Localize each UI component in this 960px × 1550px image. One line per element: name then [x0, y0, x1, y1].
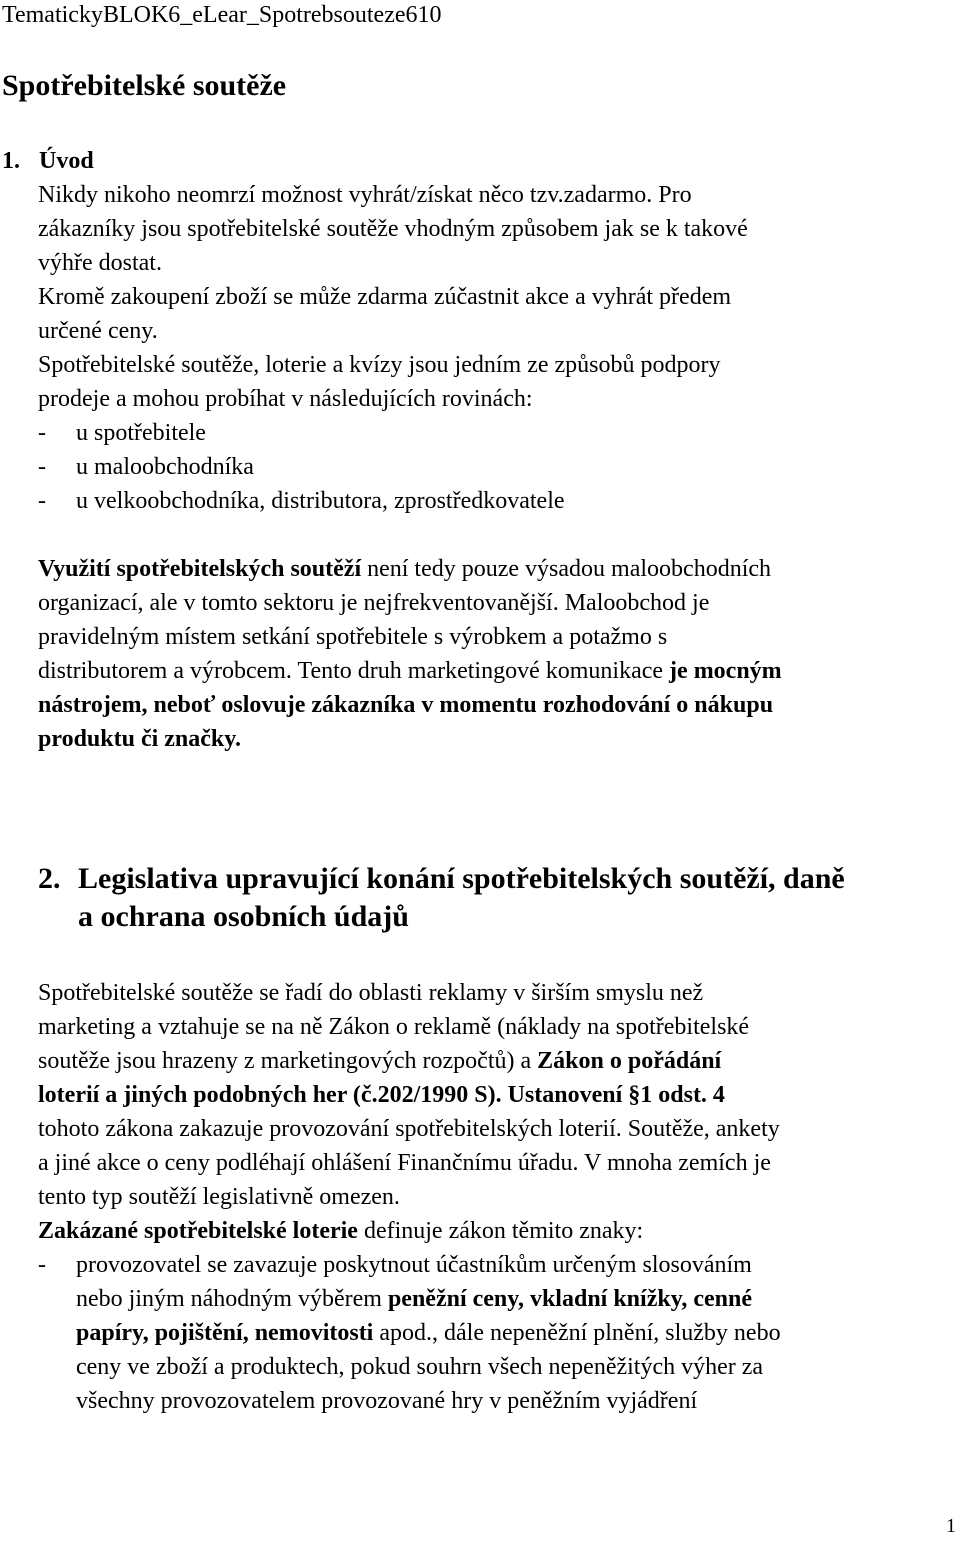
list-item-text: u spotřebitele	[76, 420, 206, 446]
list-dash: -	[38, 454, 46, 480]
text-line	[76, 1316, 781, 1350]
list-item-text: u velkoobchodníka, distributora, zprostředkovatele	[76, 488, 565, 514]
plain-text: nebo jiným náhodným výběrem	[76, 1286, 388, 1312]
text-line: pravidelným místem setkání spotřebitele s výrobkem a potažmo s	[38, 624, 668, 650]
page-title: Spotřebitelské soutěže	[2, 69, 287, 102]
text-line	[38, 552, 771, 586]
plain-text: definuje zákon těmito znaky:	[357, 1218, 644, 1244]
bold-text: produktu či značky.	[38, 726, 241, 752]
plain-text: apod., dále nepeněžní plnění, služby nebo	[373, 1320, 781, 1346]
text-line: marketing a vztahuje se na ně Zákon o reklamě (náklady na spotřebitelské	[38, 1014, 750, 1040]
text-line	[76, 1282, 752, 1316]
text-line: a jiné akce o ceny podléhají ohlášení Finančnímu úřadu. V mnoha zemích je	[38, 1150, 771, 1176]
text-line: výhře dostat.	[38, 250, 162, 276]
text-line: určené ceny.	[38, 318, 158, 344]
text-line	[38, 1214, 643, 1248]
text-line	[38, 654, 782, 688]
list-dash: -	[38, 1252, 46, 1278]
bold-text: loterií a jiných podobných her (č.202/1990 S). Ustanovení §1 odst. 4	[38, 1082, 725, 1108]
text-line: tento typ soutěží legislativně omezen.	[38, 1184, 400, 1210]
text-line: všechny provozovatelem provozované hry v peněžním vyjádření	[76, 1388, 698, 1414]
text-line: Spotřebitelské soutěže se řadí do oblasti reklamy v širším smyslu než	[38, 980, 704, 1006]
text-line: Spotřebitelské soutěže, loterie a kvízy jsou jedním ze způsobů podpory	[38, 352, 721, 378]
text-line: tohoto zákona zakazuje provozování spotřebitelských loterií. Soutěže, ankety	[38, 1116, 780, 1142]
text-line: ceny ve zboží a produktech, pokud souhrn všech nepeněžitých výher za	[76, 1354, 764, 1380]
bold-text: peněžní ceny, vkladní knížky, cenné	[387, 1286, 753, 1312]
list-item	[38, 416, 206, 450]
section-1-title: Úvod	[39, 148, 94, 174]
text-line: Nikdy nikoho neomrzí možnost vyhrát/získat něco tzv.zadarmo. Pro	[38, 182, 692, 208]
bold-text: Využití spotřebitelských soutěží	[38, 556, 362, 582]
document-header: TematickyBLOK6_eLear_Spotrebsouteze610	[2, 2, 442, 28]
bold-text: nástrojem, neboť oslovuje zákazníka v momentu rozhodování o nákupu	[38, 692, 774, 718]
list-item	[38, 484, 565, 518]
section-2-number: 2.	[38, 862, 61, 895]
section-1-heading	[2, 144, 94, 178]
bold-text: papíry, pojištění, nemovitosti	[76, 1320, 374, 1346]
list-item	[38, 450, 254, 484]
bold-text: Zakázané spotřebitelské loterie	[38, 1218, 358, 1244]
bold-text: Zákon o pořádání	[537, 1048, 722, 1074]
text-line	[38, 1078, 725, 1112]
list-dash: -	[38, 420, 46, 446]
list-item	[38, 1248, 752, 1282]
list-dash: -	[38, 488, 46, 514]
section-1-number: 1.	[2, 148, 20, 174]
text-line	[38, 1044, 721, 1078]
text-line	[38, 688, 773, 722]
text-line: Kromě zakoupení zboží se může zdarma zúčastnit akce a vyhrát předem	[38, 284, 732, 310]
list-item-text: u maloobchodníka	[76, 454, 254, 480]
text-line	[38, 722, 241, 756]
plain-text: soutěže jsou hrazeny z marketingových rozpočtů) a	[38, 1048, 538, 1074]
text-line: zákazníky jsou spotřebitelské soutěže vhodným způsobem jak se k takové	[38, 216, 748, 242]
text-line: prodeje a mohou probíhat v následujících rovinách:	[38, 386, 533, 412]
plain-text: distributorem a výrobcem. Tento druh marketingové komunikace	[38, 658, 670, 684]
plain-text: není tedy pouze výsadou maloobchodních	[361, 556, 772, 582]
bold-text: je mocným	[669, 658, 782, 684]
text-line: organizací, ale v tomto sektoru je nejfrekventovanější. Maloobchod je	[38, 590, 710, 616]
list-item-text: provozovatel se zavazuje poskytnout účastníkům určeným slosováním	[76, 1252, 752, 1278]
section-2-title-line-1: Legislativa upravující konání spotřebitelských soutěží, daně	[78, 862, 845, 895]
section-2-heading	[38, 860, 845, 898]
page-number: 1	[946, 1515, 956, 1537]
section-2-heading-line-2: a ochrana osobních údajů	[78, 900, 409, 933]
